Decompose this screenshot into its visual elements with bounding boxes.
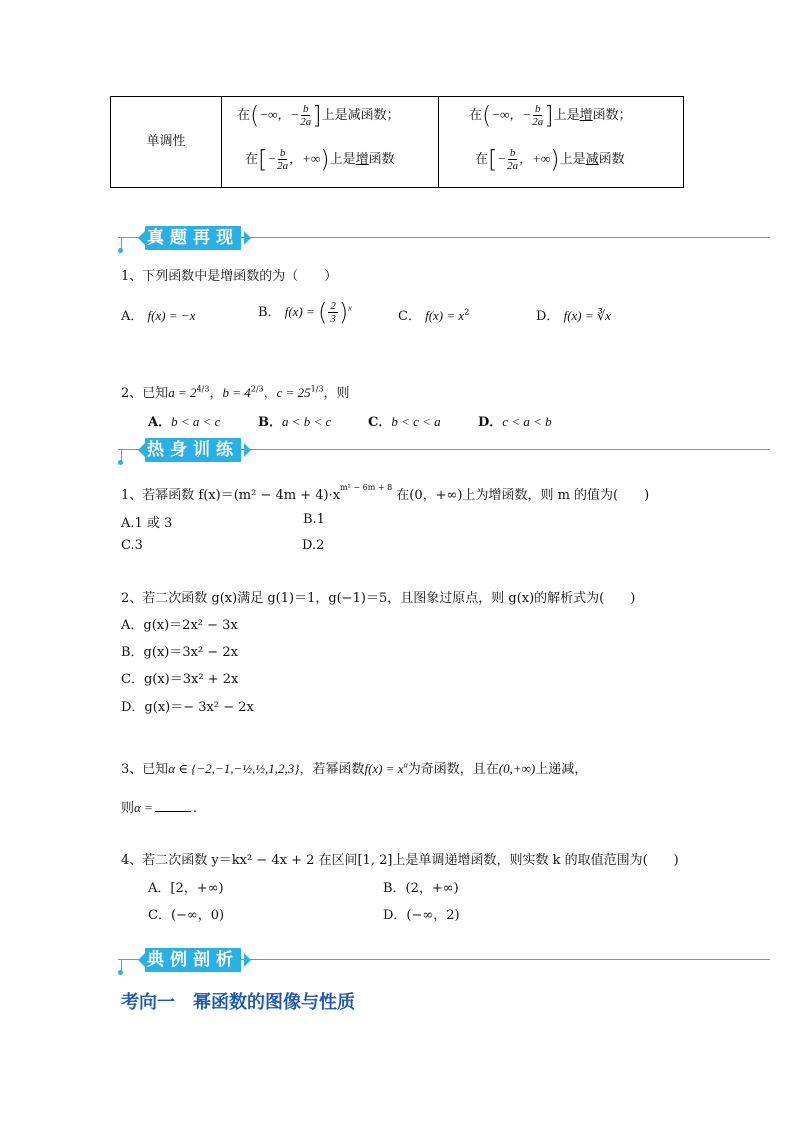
monotonicity-table: [110, 96, 684, 188]
question-text: 2、已知$a = 2^{4/3}$，$b = 4^{2/3}$，$c = 25^{1/3}$，则: [121, 384, 350, 401]
section-title: 典例剖析: [147, 950, 239, 970]
ribbon-left-icon: [138, 231, 145, 245]
question-text-line2: 则α = .: [121, 800, 198, 816]
option-d: D．g(x)＝− 3x² − 2x: [121, 700, 254, 715]
question-text: 3、已知α ∈ {−2,−1,−½,½,1,2,3}，若幂函数$f(x) = x^\alpha$为奇函数，且在(0,+∞)上递减，: [121, 760, 588, 777]
table-cell-col1-line2: 在[− $\frac{b}{2a}$ ，+∞)上是增函数: [245, 145, 395, 174]
bullet-dot-icon: [118, 460, 123, 465]
section-header-3: [118, 948, 770, 974]
bullet-dot-icon: [118, 970, 123, 975]
option-c: C.3: [121, 538, 143, 553]
ribbon-right-icon: [244, 443, 251, 457]
option-b: B.1: [303, 512, 325, 527]
option-c: C．b < c < a: [368, 414, 441, 430]
option-c: C．(−∞，0): [148, 908, 225, 923]
option-a: A．g(x)＝2x² − 3x: [121, 618, 238, 633]
question-text: 1、若幂函数 $f(x)=(m^2 - 4m + 4)\cdot x^{m^2 - 6m + 8}$ 在(0，+∞)上为增函数，则 m 的值为( ): [121, 482, 650, 503]
option-a: A．b < a < c: [148, 414, 221, 430]
ribbon-right-icon: [244, 953, 251, 967]
table-divider: [221, 97, 222, 187]
option-d: D． f(x) = ∛x: [536, 308, 611, 324]
option-a: A． f(x) = −x: [121, 308, 196, 324]
answer-blank[interactable]: [155, 811, 191, 812]
option-a: A.1 或 3: [121, 516, 173, 531]
section-header-1: [118, 226, 770, 252]
option-c: C．g(x)＝3x² + 2x: [121, 672, 239, 687]
table-row-label: 单调性: [146, 134, 186, 149]
subsection-heading: 考向一 幂函数的图像与性质: [121, 992, 355, 1013]
section-header-2: [118, 438, 770, 464]
table-divider: [438, 97, 439, 187]
option-d: D．c < a < b: [478, 414, 552, 430]
table-cell-col2-line1: 在(−∞，− $\frac{b}{2a}$ ]上是增函数；: [469, 101, 632, 130]
section-title: 真题再现: [147, 228, 239, 248]
option-b: B．a < b < c: [258, 414, 332, 430]
ribbon-right-icon: [244, 231, 251, 245]
option-b: B．g(x)＝3x² − 2x: [121, 645, 238, 660]
question-text: 1、下列函数中是增函数的为（ ）: [121, 269, 338, 284]
option-c: C． $f(x) = x^2$: [398, 307, 470, 324]
table-cell-col1-line1: 在(−∞，− $\frac{b}{2a}$ ]上是减函数；: [237, 101, 400, 130]
option-b: B． f(x) = ( $\frac{2}{3}$ )$^x$: [258, 298, 352, 327]
table-cell-col2-line2: 在[− $\frac{b}{2a}$ ，+∞)上是减函数: [475, 145, 625, 174]
option-a: A．[2，+∞): [148, 881, 224, 896]
bullet-dot-icon: [118, 248, 123, 253]
question-text: 2、若二次函数 g(x)满足 g(1)＝1，g(−1)＝5，且图象过原点，则 g(x)的解析式为( ): [121, 591, 636, 606]
ribbon-left-icon: [138, 443, 145, 457]
section-title: 热身训练: [147, 440, 239, 460]
question-text: 4、若二次函数 y＝kx² − 4x + 2 在区间[1, 2]上是单调递增函数，则实数 k 的取值范围为( ): [121, 853, 679, 868]
option-d: D.2: [302, 538, 325, 553]
ribbon-left-icon: [138, 953, 145, 967]
option-d: D．(−∞，2): [383, 908, 460, 923]
option-b: B．(2，+∞): [383, 881, 459, 896]
